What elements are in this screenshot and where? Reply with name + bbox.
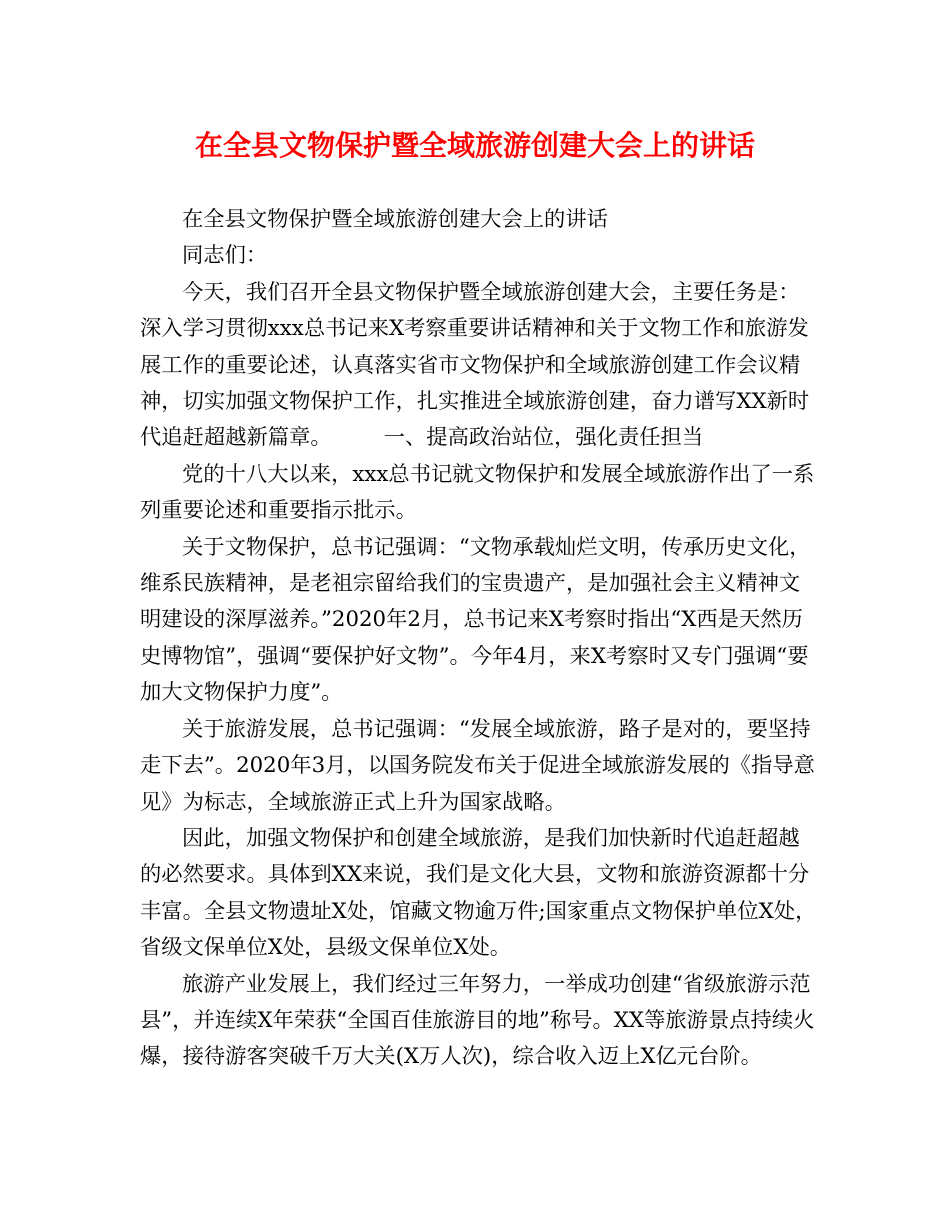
body-paragraph: 关于旅游发展，总书记强调：“发展全域旅游，路子是对的，要坚持走下去”。2020年3月，以国务院发布关于促进全域旅游发展的《指导意见》为标志，全域旅游正式上升为国家战略。 (140, 716, 815, 815)
subtitle-paragraph: 在全县文物保护暨全域旅游创建大会上的讲话 (182, 207, 608, 232)
body-paragraph: 党的十八大以来，xxx总书记就文物保护和发展全域旅游作出了一系列重要论述和重要指示批示。 (140, 461, 815, 524)
body-paragraph: 因此，加强文物保护和创建全域旅游，是我们加快新时代追赶超越的必然要求。具体到XX来说，我们是文化大县，文物和旅游资源都十分丰富。全县文物遗址X处，馆藏文物逾万件;国家重点文物保护单位X处，省级文保单位X处，县级文保单位X处。 (140, 825, 817, 961)
document-title: 在全县文物保护暨全域旅游创建大会上的讲话 (194, 129, 755, 162)
body-paragraph: 旅游产业发展上，我们经过三年努力，一举成功创建“省级旅游示范县”，并连续X年荣获“全国百佳旅游目的地”称号。XX等旅游景点持续火爆，接待游客突破千万大关(X万人次)，综合收入迈上X亿元台阶。 (140, 971, 815, 1070)
intro-paragraph (140, 275, 820, 457)
intro-text: 今天，我们召开全县文物保护暨全域旅游创建大会，主要任务是：深入学习贯彻xxx总书记来X考察重要讲话精神和关于文物工作和旅游发展工作的重要论述，认真落实省市文物保护和全域旅游创建工作会议精神，切实加强文物保护工作，扎实推进全域旅游创建，奋力谱写XX新时代追赶超越新篇章。 (140, 279, 810, 451)
document-body (140, 202, 820, 1076)
body-paragraph: 关于文物保护，总书记强调：“文物承载灿烂文明，传承历史文化，维系民族精神，是老祖宗留给我们的宝贵遗产，是加强社会主义精神文明建设的深厚滋养。”2020年2月，总书记来X考察时指出“X西是天然历史博物馆”，强调“要保护好文物”。今年4月，来X考察时又专门强调“要加大文物保护力度”。 (140, 534, 811, 706)
section-heading-1: 一、提高政治站位，强化责任担当 (383, 425, 704, 451)
salutation-paragraph: 同志们： (182, 243, 268, 269)
